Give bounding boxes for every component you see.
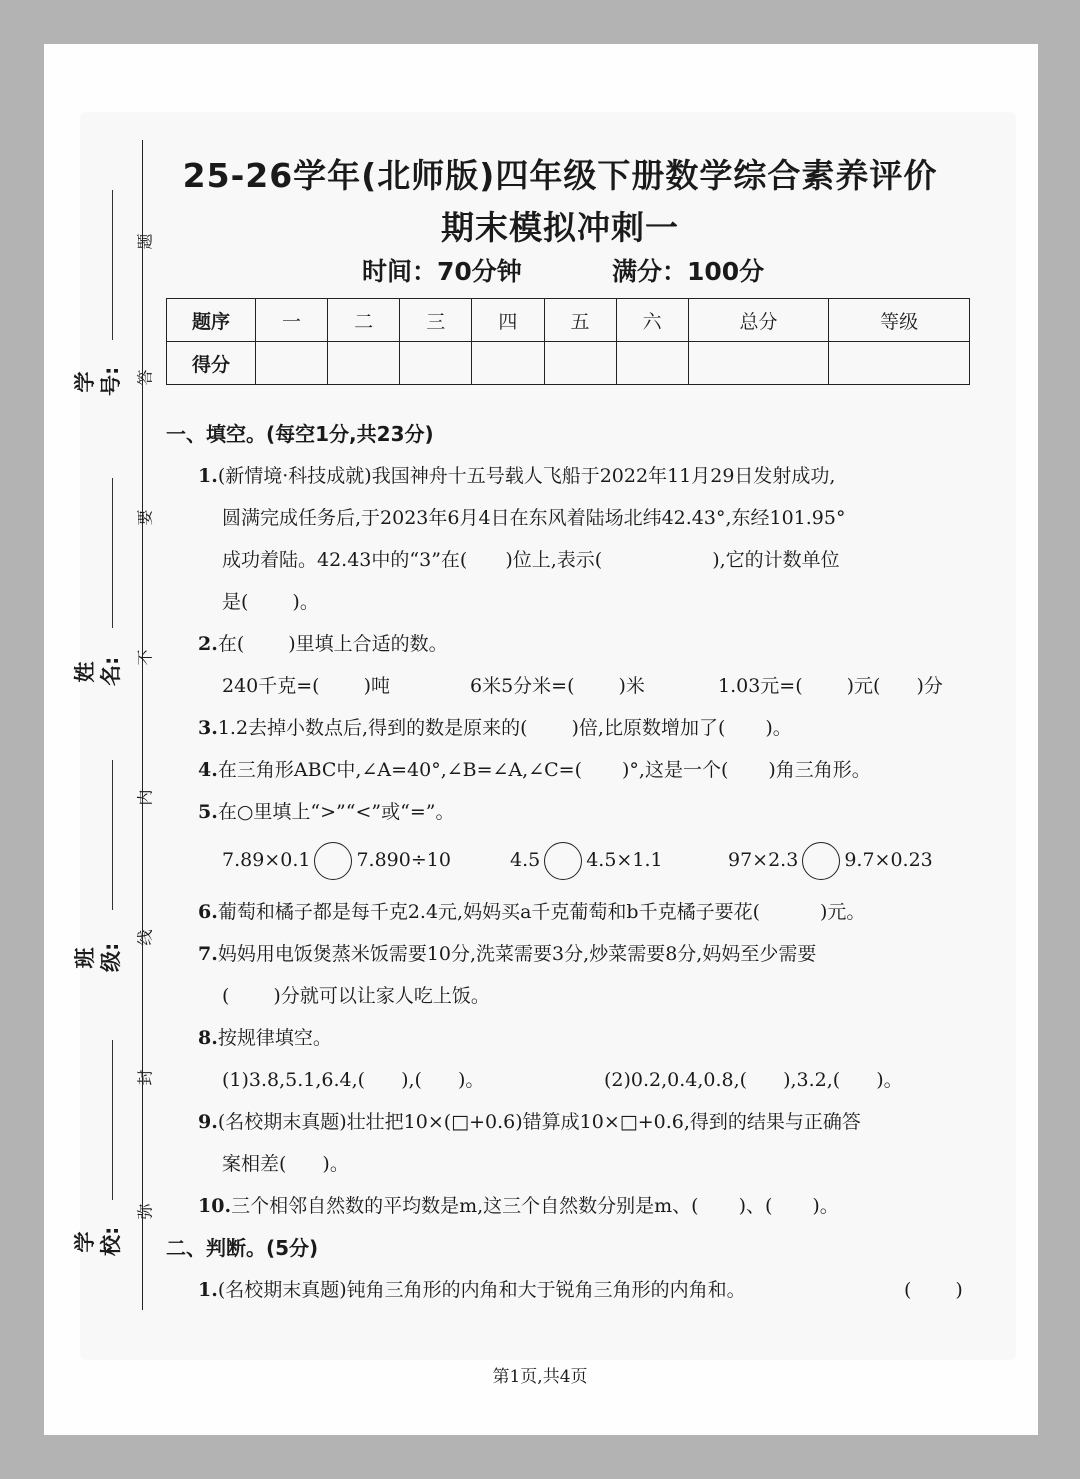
question-number: 3.: [198, 717, 218, 739]
text-fragment: 1.2去掉小数点后,得到的数是原来的(: [217, 717, 528, 739]
section-heading: 一、填空。(每空1分,共23分): [166, 422, 434, 446]
text-fragment: 97×2.3: [728, 849, 799, 871]
margin-char: 封: [135, 1069, 155, 1086]
comparison-item: [728, 840, 933, 880]
text-fragment: )、(: [738, 1195, 773, 1217]
text-fragment: )里填上合适的数。: [288, 633, 448, 655]
text-fragment: )。: [322, 1153, 349, 1175]
text-fragment: )。: [457, 1069, 485, 1091]
question-text: [470, 674, 645, 698]
question-2: [198, 632, 448, 656]
question-6: [198, 900, 865, 924]
question-number: 6.: [198, 901, 218, 923]
text-fragment: 1.03元=(: [718, 675, 803, 697]
question-text: 圆满完成任务后,于2023年6月4日在东风着陆场北纬42.43°,东经101.95°: [222, 507, 846, 529]
table-cell: 一: [256, 299, 328, 342]
question-number: 5.: [198, 801, 218, 823]
text-fragment: )元。: [820, 901, 866, 923]
text-fragment: )角三角形。: [768, 759, 871, 781]
compare-circle[interactable]: [802, 842, 840, 880]
text-fragment: 4.5: [510, 849, 541, 871]
question-5: [198, 800, 454, 824]
text-fragment: )倍,比原数增加了(: [571, 717, 726, 739]
name-label: 姓名:: [73, 656, 123, 686]
question-number: 1.: [198, 1279, 218, 1301]
question-number: 4.: [198, 759, 218, 781]
student-id-label: 学号:: [73, 366, 123, 396]
text-fragment: )。: [812, 1195, 839, 1217]
text-fragment: 三个相邻自然数的平均数是m,这三个自然数分别是m、(: [231, 1195, 699, 1217]
text-fragment: 9.7×0.23: [844, 849, 933, 871]
text-fragment: )。: [765, 717, 792, 739]
margin-char: 弥: [135, 1203, 155, 1220]
table-cell: 总分: [688, 299, 829, 342]
score-blank-cell[interactable]: [328, 342, 400, 385]
text-fragment: ),3.2,(: [783, 1069, 841, 1091]
score-table-header-row: [167, 299, 970, 342]
question-text: (名校期末真题)钝角三角形的内角和大于锐角三角形的内角和。: [217, 1279, 746, 1301]
table-cell: 得分: [167, 342, 256, 385]
text-fragment: )吨: [363, 675, 391, 697]
question-text: 妈妈用电饭煲蒸米饭需要10分,洗菜需要3分,炒菜需要8分,妈妈至少需要: [217, 943, 817, 965]
text-fragment: (: [222, 985, 230, 1007]
student-id-blank: [112, 190, 113, 340]
question-number: 1.: [198, 465, 218, 487]
score-blank-cell[interactable]: [472, 342, 544, 385]
score-table: [166, 298, 970, 385]
margin-char: 题: [135, 233, 155, 250]
question-10: [198, 1194, 839, 1218]
text-fragment: ): [955, 1279, 963, 1301]
question-3: [198, 716, 792, 740]
question-text: (新情境·科技成就)我国神舟十五号载人飞船于2022年11月29日发射成功,: [217, 465, 836, 487]
table-cell: 六: [616, 299, 688, 342]
text-fragment: )位上,表示(: [505, 549, 603, 571]
text-fragment: 案相差(: [222, 1153, 287, 1175]
text-fragment: 7.890÷10: [356, 849, 451, 871]
question-number: 9.: [198, 1111, 218, 1133]
margin-char: 线: [135, 929, 155, 946]
score-blank-cell[interactable]: [544, 342, 616, 385]
compare-circle[interactable]: [314, 842, 352, 880]
question-text: [222, 548, 840, 572]
score-blank-cell[interactable]: [829, 342, 970, 385]
name-blank: [112, 478, 113, 628]
text-fragment: )米: [618, 675, 645, 697]
sequence-item: [222, 1068, 484, 1092]
question-4: [198, 758, 871, 782]
table-cell: 五: [544, 299, 616, 342]
class-blank: [112, 760, 113, 910]
text-fragment: ),它的计数单位: [712, 549, 840, 571]
judge-question-1: [198, 1278, 746, 1302]
text-fragment: (2)0.2,0.4,0.8,(: [604, 1069, 748, 1091]
text-fragment: 成功着陆。42.43中的“3”在(: [222, 549, 468, 571]
class-label: 班级:: [73, 942, 123, 972]
question-number: 8.: [198, 1027, 218, 1049]
judge-answer-paren[interactable]: [904, 1278, 963, 1302]
question-number: 2.: [198, 633, 218, 655]
score-blank-cell[interactable]: [616, 342, 688, 385]
question-1: [198, 464, 835, 488]
text-fragment: (1)3.8,5.1,6.4,(: [222, 1069, 366, 1091]
text-fragment: )°,这是一个(: [622, 759, 729, 781]
text-fragment: 葡萄和橘子都是每千克2.4元,妈妈买a千克葡萄和b千克橘子要花(: [217, 901, 761, 923]
question-text: [222, 984, 490, 1008]
margin-char: 要: [135, 509, 155, 526]
exam-title: 25-26学年(北师版)四年级下册数学综合素养评价: [182, 156, 938, 195]
text-fragment: )分就可以让家人吃上饭。: [273, 985, 490, 1007]
exam-time: 时间：70分钟: [362, 257, 522, 286]
margin-char: 内: [135, 789, 155, 806]
table-cell: 四: [472, 299, 544, 342]
score-table-score-row: [167, 342, 970, 385]
score-blank-cell[interactable]: [688, 342, 829, 385]
text-fragment: )分: [916, 675, 943, 697]
table-cell: 等级: [829, 299, 970, 342]
text-fragment: (: [904, 1279, 912, 1301]
text-fragment: 7.89×0.1: [222, 849, 311, 871]
question-text: 按规律填空。: [217, 1027, 332, 1049]
comparison-item: [222, 840, 451, 880]
comparison-item: [510, 840, 663, 880]
page-footer: 第1页,共4页: [492, 1367, 588, 1387]
score-blank-cell[interactable]: [400, 342, 472, 385]
text-fragment: ),(: [401, 1069, 422, 1091]
margin-char: 不: [135, 649, 155, 666]
text-fragment: 240千克=(: [222, 675, 320, 697]
question-8: [198, 1026, 332, 1050]
margin-char: 答: [135, 369, 155, 386]
text-fragment: )元(: [846, 675, 881, 697]
table-cell: 题序: [167, 299, 256, 342]
question-text: [222, 1152, 349, 1176]
text-fragment: )。: [876, 1069, 903, 1091]
question-text: [222, 590, 319, 614]
question-number: 10.: [198, 1195, 232, 1217]
question-9: [198, 1110, 861, 1134]
text-fragment: 在三角形ABC中,∠A=40°,∠B=∠A,∠C=(: [217, 759, 583, 781]
school-blank: [112, 1040, 113, 1200]
question-text: (名校期末真题)壮壮把10×(□+0.6)错算成10×□+0.6,得到的结果与正确答: [217, 1111, 861, 1133]
question-text: [222, 674, 390, 698]
text-fragment: )。: [292, 591, 319, 613]
table-cell: 二: [328, 299, 400, 342]
school-label: 学校:: [73, 1226, 123, 1256]
exam-subtitle: 期末模拟冲刺一: [441, 208, 679, 247]
text-fragment: 是(: [222, 591, 249, 613]
binding-line: [142, 140, 143, 1310]
question-number: 7.: [198, 943, 218, 965]
question-7: [198, 942, 816, 966]
section-heading: 二、判断。(5分): [166, 1236, 319, 1260]
compare-circle[interactable]: [544, 842, 582, 880]
exam-full-score: 满分：100分: [612, 257, 765, 286]
text-fragment: 在(: [217, 633, 245, 655]
text-fragment: 6米5分米=(: [470, 675, 575, 697]
sequence-item: [604, 1068, 903, 1092]
question-text: 在○里填上“>”“<”或“=”。: [217, 801, 455, 823]
score-blank-cell[interactable]: [256, 342, 328, 385]
question-text: [718, 674, 943, 698]
text-fragment: 4.5×1.1: [586, 849, 663, 871]
table-cell: 三: [400, 299, 472, 342]
